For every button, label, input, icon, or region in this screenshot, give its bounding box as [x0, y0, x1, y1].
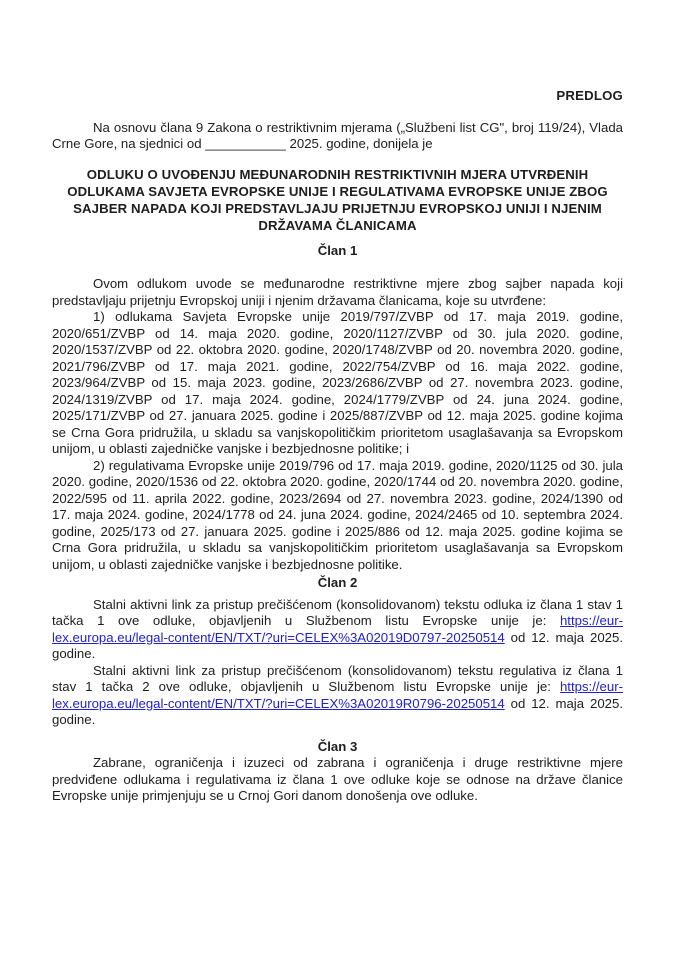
paragraph-text-before-link: Stalni aktivni link za pristup prečišćenom (konsolidovanom) tekstu odluka iz člana 1 stav 1 tačka 1 ove odluke, objavljenih u Službenom listu Evropske unije je:	[52, 596, 623, 628]
article-3-paragraph: Zabrane, ograničenja i izuzeci od zabrana i ograničenja i druge restriktivne mjere predviđene odlukama i regulativama iz člana 1 ove odluke koje se odnose na države članice Evropske unije primjenjuju se u Crnoj Gori danom donošenja ove odluke.	[52, 755, 623, 803]
article-1-item-1: 1) odlukama Savjeta Evropske unije 2019/797/ZVBP od 17. maja 2019. godine, 2020/651/ZVBP od 14. maja 2020. godine, 2020/1127/ZVBP od 30. jula 2020. godine, 2020/1537/ZVBP od 22. oktobra 2020. godine, 2020/1748/ZVBP od 20. novembra 2020. godine, 2021/796/ZVBP od 17. maja 2021. godine, 2022/754/ZVBP od 16. maja 2022. godine, 2023/964/ZVBP od 15. maja 2023. godine, 2023/2686/ZVBP od 27. novembra 2023. godine, 2024/1319/ZVBP od 17. maja 2024. godine, 2024/1779/ZVBP od 24. juna 2024. godine, 2025/171/ZVBP od 27. januara 2025. godine i 2025/887/ZVBP od 12. maja 2025. godine kojima se Crna Gora pridružila, u skladu sa vanjskopolitičkim prioritetom usaglašavanja sa Evropskom unijom, u oblasti zajedničke vanjske i bezbjednosne politike; i	[52, 309, 623, 456]
article-2-heading: Član 2	[317, 575, 358, 590]
article-1-paragraph: Ovom odlukom uvode se međunarodne restriktivne mjere zbog sajber napada koji predstavljaju prijetnju Evropskoj uniji i njenim državama članicama, koje su utvrđene:	[52, 276, 623, 308]
article-3-heading: Član 3	[317, 738, 358, 754]
document-title: ODLUKU O UVOĐENJU MEĐUNARODNIH RESTRIKTIVNIH MJERA UTVRĐENIH ODLUKAMA SAVJETA EVROPSKE UNIJE I REGULATIVAMA EVROPSKE UNIJE ZBOG SAJBER NAPADA KOJI PREDSTAVLJAJU PRIJETNJU EVROPSKOJ UNIJI I NJENIM DRŽAVAMA ČLANICAMA	[67, 166, 608, 233]
article-2-paragraph-1	[52, 597, 623, 663]
document-label-predlog: PREDLOG	[556, 88, 623, 103]
article-2-paragraph-2	[52, 663, 623, 729]
intro-paragraph: Na osnovu člana 9 Zakona o restriktivnim mjerama („Službeni list CG", broj 119/24), Vlada Crne Gore, na sjednici od ___________ 2025. godine, donijela je	[52, 119, 623, 151]
eur-lex-decisions-link[interactable]: https://eur-lex.europa.eu/legal-content/EN/TXT/?uri=CELEX%3A02019D0797-20250514	[52, 613, 623, 645]
article-1-item-2: 2) regulativama Evropske unije 2019/796 od 17. maja 2019. godine, 2020/1125 od 30. jula 2020. godine, 2020/1536 od 22. oktobra 2020. godine, 2020/1744 od 20. novembra 2020. godine, 2022/595 od 11. aprila 2022. godine, 2023/2694 od 27. novembra 2023. godine, 2024/1390 od 17. maja 2024. godine, 2024/1778 od 24. juna 2024. godine, 2024/2465 od 10. septembra 2024. godine, 2025/173 od 27. januara 2025. godine i 2025/886 od 12. maja 2025. godine kojima se Crna Gora pridružila, u skladu sa vanjskopolitičkim prioritetom usaglašavanja sa Evropskom unijom, u oblasti zajedničke vanjske i bezbjednosne politike.	[52, 457, 623, 572]
article-1-heading: Član 1	[317, 242, 358, 258]
eur-lex-regulations-link[interactable]: https://eur-lex.europa.eu/legal-content/EN/TXT/?uri=CELEX%3A02019R0796-20250514	[52, 679, 623, 711]
paragraph-text-after-link: od 12. maja 2025. godine.	[52, 695, 623, 727]
paragraph-text-after-link: od 12. maja 2025. godine.	[52, 629, 623, 661]
paragraph-text-before-link: Stalni aktivni link za pristup prečišćenom (konsolidovanom) tekstu regulativa iz člana 1 stav 1 tačka 2 ove odluke, objavljenih u Službenom listu Evropske unije je:	[52, 662, 623, 694]
